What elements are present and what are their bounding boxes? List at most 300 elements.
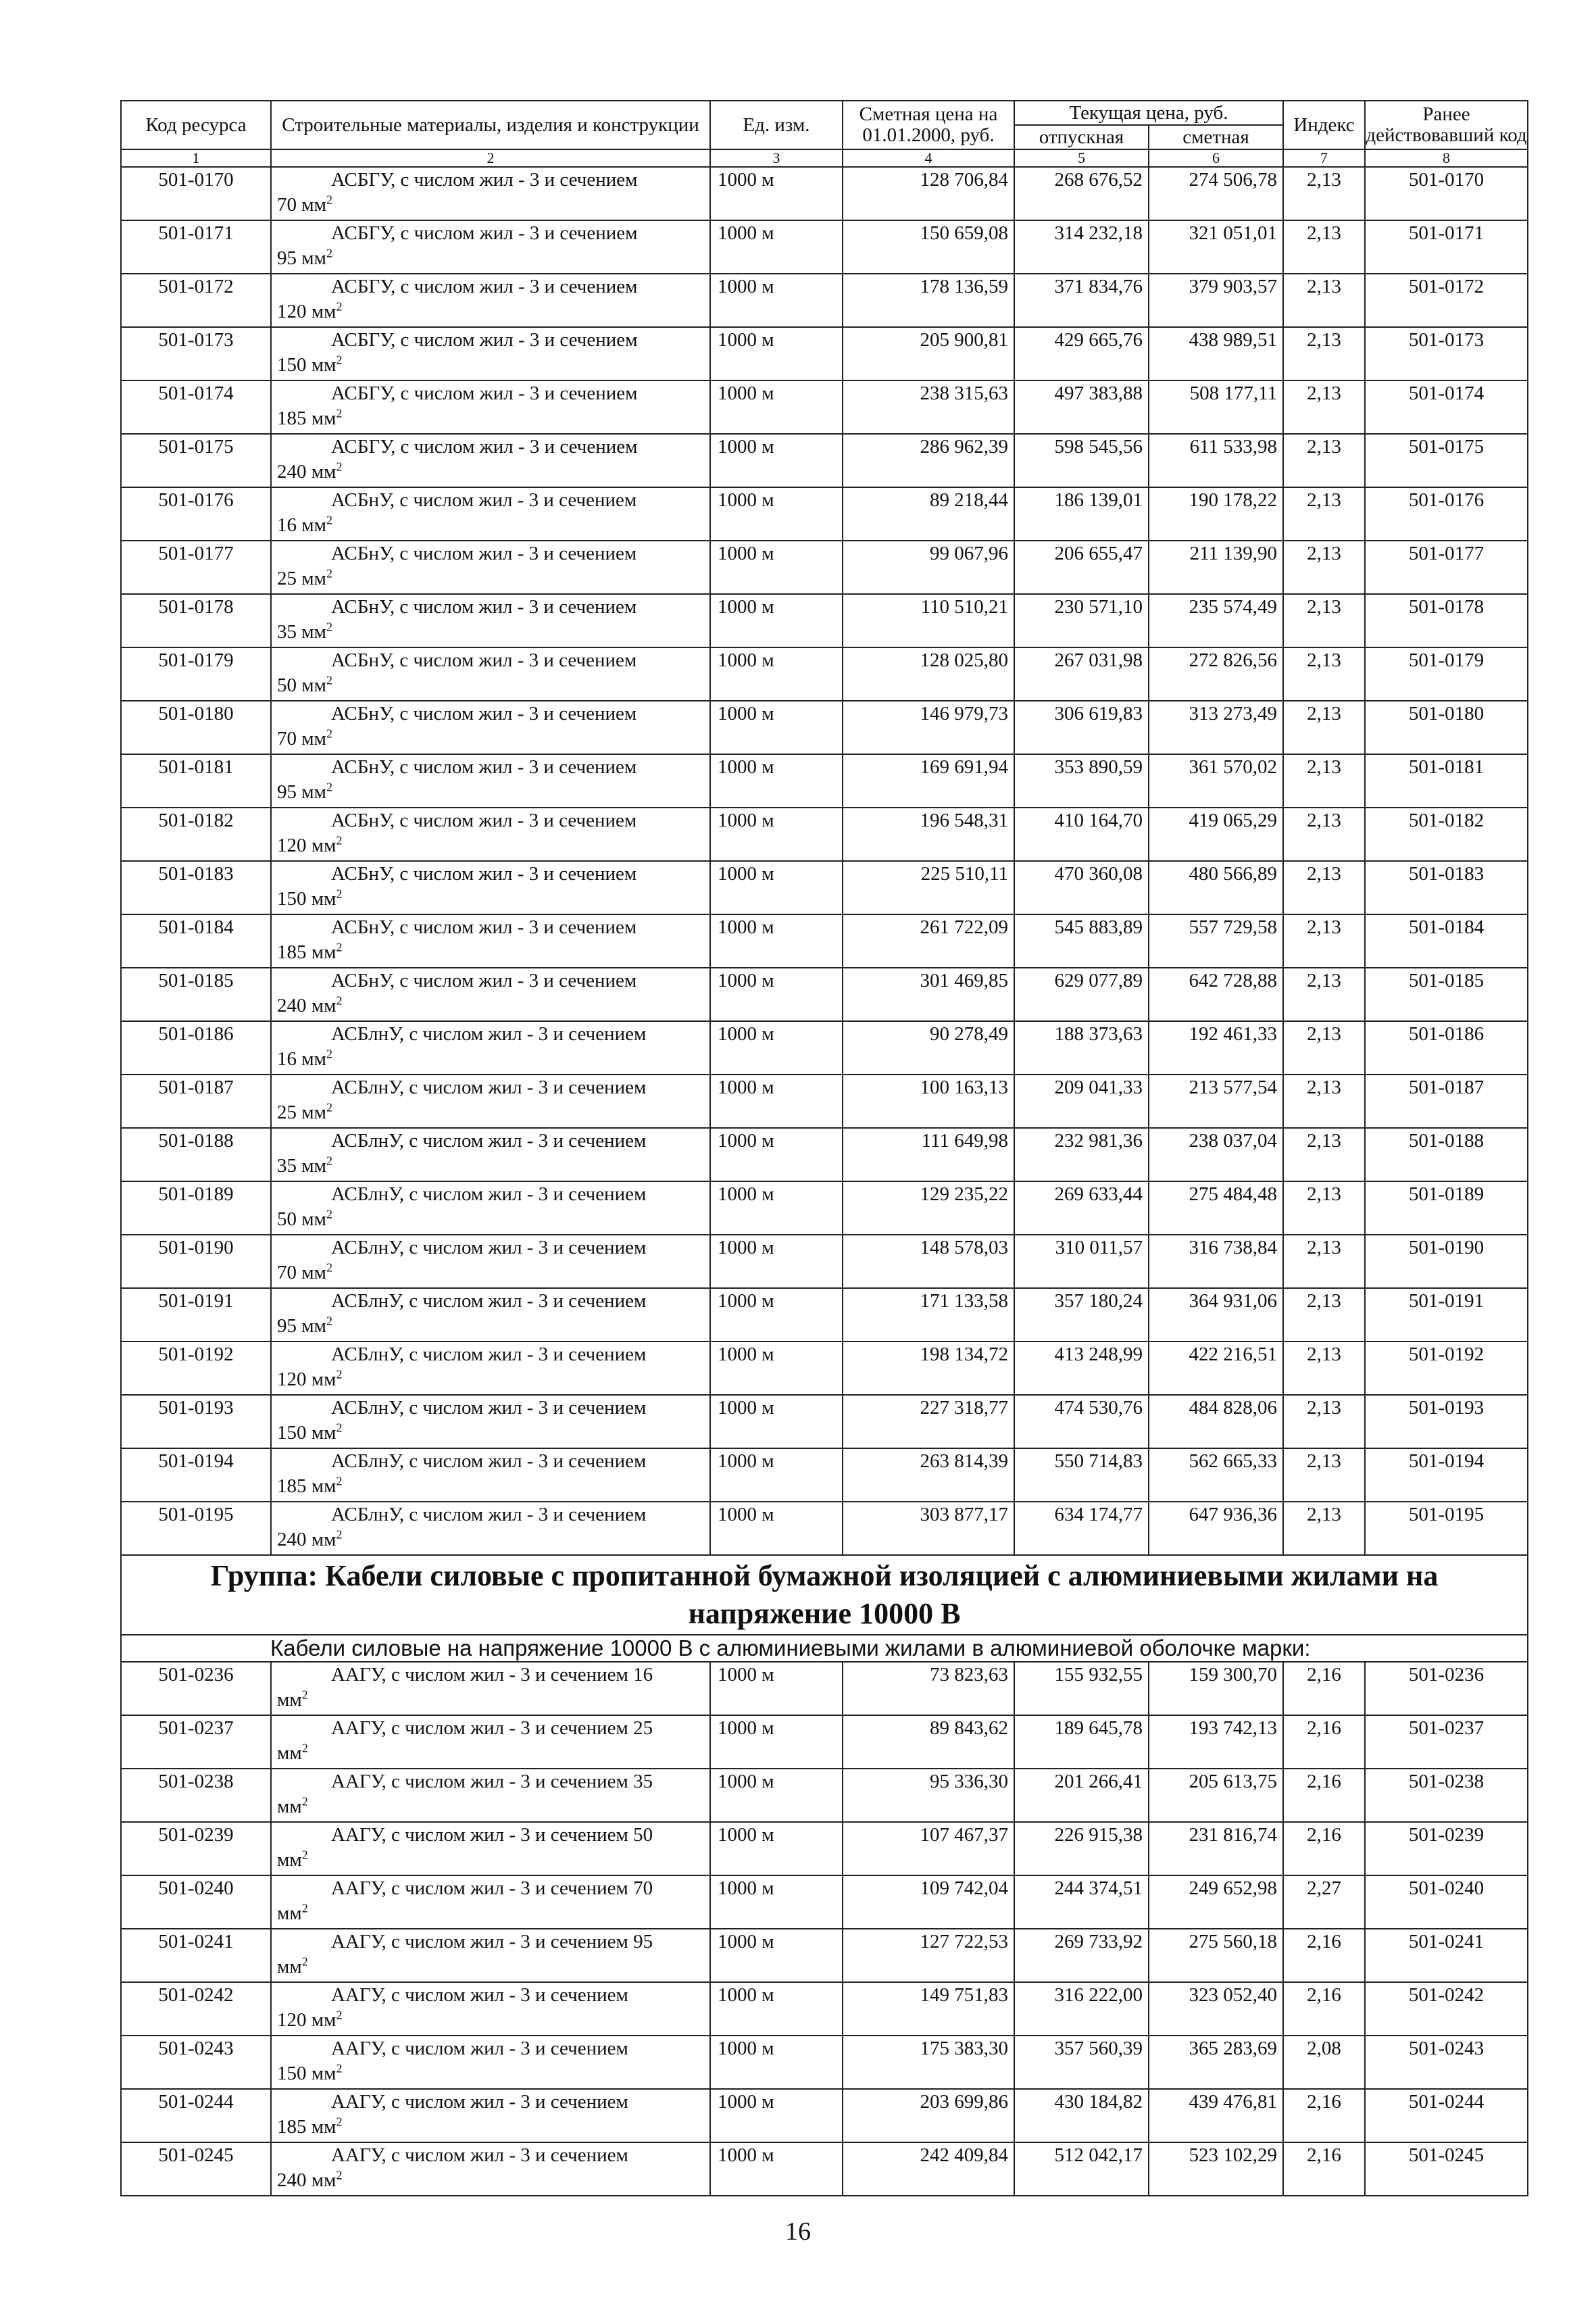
table-row [121,968,1528,1021]
material-name [271,701,710,754]
price-index: 2,13 [1283,1181,1365,1235]
material-name [271,1662,710,1715]
price-index: 2,13 [1283,754,1365,808]
release-price: 206 655,47 [1014,541,1149,594]
resource-code: 501-0174 [121,380,271,434]
material-name-text: АСБГУ, с числом жил - 3 и сечением [331,276,638,297]
price-index: 2,13 [1283,594,1365,647]
squared-superscript: 2 [336,406,343,420]
cross-section-value: 240 мм [277,995,336,1016]
previous-code: 501-0170 [1365,167,1528,220]
unit: 1000 м [710,1395,843,1448]
material-name [271,1982,710,2036]
column-number: 8 [1365,149,1528,167]
squared-superscript: 2 [301,1741,308,1755]
release-price: 314 232,18 [1014,220,1149,274]
material-name [271,594,710,647]
price-index: 2,13 [1283,914,1365,968]
material-name [271,327,710,380]
cross-section [277,1954,709,1979]
squared-superscript: 2 [301,1901,308,1915]
cross-section [277,1047,709,1072]
release-price: 316 222,00 [1014,1982,1149,2036]
column-number-row [121,149,1528,167]
cross-section-value: 95 мм [277,1315,326,1337]
resource-code: 501-0178 [121,594,271,647]
cross-section [277,993,709,1018]
previous-code: 501-0242 [1365,1982,1528,2036]
squared-superscript: 2 [326,193,332,207]
material-name [271,220,710,274]
squared-superscript: 2 [336,299,343,314]
material-name-text: АСБГУ, с числом жил - 3 и сечением [331,383,638,404]
price-index: 2,13 [1283,487,1365,541]
estimate-price: 193 742,13 [1149,1715,1283,1769]
table-body-b [121,1662,1528,2196]
base-price: 148 578,03 [843,1235,1014,1288]
resource-code: 501-0191 [121,1288,271,1341]
table-row [121,647,1528,701]
subgroup-row [121,1635,1528,1662]
price-index: 2,08 [1283,2036,1365,2089]
price-index: 2,16 [1283,2142,1365,2196]
release-price: 269 633,44 [1014,1181,1149,1235]
material-name [271,1021,710,1075]
resource-code: 501-0188 [121,1128,271,1181]
material-name-text: АСБнУ, с числом жил - 3 и сечением [331,489,637,511]
release-price: 267 031,98 [1014,647,1149,701]
unit: 1000 м [710,1235,843,1288]
squared-superscript: 2 [326,727,332,741]
price-index: 2,13 [1283,1288,1365,1341]
release-price: 155 932,55 [1014,1662,1149,1715]
table-row [121,914,1528,968]
squared-superscript: 2 [336,993,343,1008]
unit: 1000 м [710,1982,843,2036]
resource-code: 501-0239 [121,1822,271,1875]
base-price: 107 467,37 [843,1822,1014,1875]
material-name [271,1822,710,1875]
cross-section [277,940,709,965]
group-section [121,1555,1528,1662]
material-name [271,434,710,487]
cross-section-value: 120 мм [277,1369,336,1390]
resource-code: 501-0190 [121,1235,271,1288]
previous-code: 501-0240 [1365,1875,1528,1929]
resource-code: 501-0237 [121,1715,271,1769]
squared-superscript: 2 [336,887,343,901]
material-name [271,1715,710,1769]
table-row [121,1929,1528,1982]
cross-section-value: 185 мм [277,2116,336,2138]
material-name-text: АСБнУ, с числом жил - 3 и сечением [331,970,637,991]
squared-superscript: 2 [326,673,332,687]
previous-code: 501-0179 [1365,647,1528,701]
resource-code: 501-0176 [121,487,271,541]
material-name-text: АСБлнУ, с числом жил - 3 и сечением [331,1023,647,1045]
base-price: 128 706,84 [843,167,1014,220]
material-name-text: АСБлнУ, с числом жил - 3 и сечением [331,1344,647,1365]
material-name [271,1769,710,1822]
table-row [121,808,1528,861]
price-index: 2,13 [1283,861,1365,914]
previous-code: 501-0191 [1365,1288,1528,1341]
unit: 1000 м [710,1288,843,1341]
resource-code: 501-0172 [121,274,271,327]
cross-section [277,1314,709,1339]
table-row [121,2142,1528,2196]
table-body-a [121,149,1528,1555]
base-price: 73 823,63 [843,1662,1014,1715]
cross-section-value: 185 мм [277,408,336,429]
estimate-price: 321 051,01 [1149,220,1283,274]
cross-section [277,1741,709,1766]
estimate-price: 272 826,56 [1149,647,1283,701]
estimate-price: 438 989,51 [1149,327,1283,380]
release-price: 201 266,41 [1014,1769,1149,1822]
release-price: 306 619,83 [1014,701,1149,754]
squared-superscript: 2 [326,1314,332,1328]
squared-superscript: 2 [326,246,332,260]
price-index: 2,16 [1283,1929,1365,1982]
resource-code: 501-0175 [121,434,271,487]
previous-code: 501-0177 [1365,541,1528,594]
release-price: 497 383,88 [1014,380,1149,434]
base-price: 175 383,30 [843,2036,1014,2089]
price-index: 2,13 [1283,701,1365,754]
unit: 1000 м [710,1181,843,1235]
squared-superscript: 2 [326,1207,332,1221]
header-release-price: отпускная [1014,125,1149,149]
resource-code: 501-0173 [121,327,271,380]
base-price: 286 962,39 [843,434,1014,487]
release-price: 186 139,01 [1014,487,1149,541]
squared-superscript: 2 [336,1527,343,1542]
material-name-text: ААГУ, с числом жил - 3 и сечением 50 [331,1824,653,1846]
base-price: 146 979,73 [843,701,1014,754]
material-name [271,380,710,434]
unit: 1000 м [710,1075,843,1128]
release-price: 310 011,57 [1014,1235,1149,1288]
table-row [121,1715,1528,1769]
price-index: 2,13 [1283,647,1365,701]
cross-section [277,620,709,645]
material-name [271,1341,710,1395]
cross-section-value: 25 мм [277,1102,326,1123]
release-price: 230 571,10 [1014,594,1149,647]
cross-section-value: 185 мм [277,1475,336,1497]
table-row [121,754,1528,808]
base-price: 99 067,96 [843,541,1014,594]
material-name [271,968,710,1021]
estimate-price: 231 816,74 [1149,1822,1283,1875]
table-row [121,1875,1528,1929]
material-name-text: АСБлнУ, с числом жил - 3 и сечением [331,1237,647,1258]
price-index: 2,16 [1283,1769,1365,1822]
cross-section [277,299,709,324]
group-title-line1: Группа: Кабели силовые с пропитанной бумажной изоляцией с алюминиевыми жилами на [210,1559,1439,1592]
base-price: 150 659,08 [843,220,1014,274]
base-price: 301 469,85 [843,968,1014,1021]
release-price: 226 915,38 [1014,1822,1149,1875]
resource-code: 501-0170 [121,167,271,220]
resource-code: 501-0195 [121,1502,271,1555]
column-number: 2 [271,149,710,167]
table-row [121,1662,1528,1715]
cross-section [277,833,709,858]
cross-section-value: мм [277,1689,302,1710]
cross-section [277,1848,709,1873]
table-row [121,1128,1528,1181]
base-price: 227 318,77 [843,1395,1014,1448]
previous-code: 501-0245 [1365,2142,1528,2196]
cross-section-value: мм [277,1796,302,1817]
unit: 1000 м [710,1128,843,1181]
cross-section-value: 240 мм [277,1529,336,1550]
base-price: 205 900,81 [843,327,1014,380]
price-index: 2,13 [1283,380,1365,434]
unit: 1000 м [710,2142,843,2196]
base-price: 129 235,22 [843,1181,1014,1235]
cross-section-value: 70 мм [277,728,326,749]
subgroup-title: Кабели силовые на напряжение 10000 В с алюминиевыми жилами в алюминиевой оболочке марки: [121,1635,1528,1662]
table-row [121,1448,1528,1502]
price-index: 2,13 [1283,1448,1365,1502]
resource-code: 501-0171 [121,220,271,274]
table-row [121,487,1528,541]
estimate-price: 205 613,75 [1149,1769,1283,1822]
release-price: 470 360,08 [1014,861,1149,914]
material-name-text: АСБнУ, с числом жил - 3 и сечением [331,756,637,778]
resource-code: 501-0240 [121,1875,271,1929]
unit: 1000 м [710,2089,843,2142]
squared-superscript: 2 [326,566,332,581]
release-price: 189 645,78 [1014,1715,1149,1769]
material-name [271,2036,710,2089]
material-name [271,861,710,914]
cross-section-value: 70 мм [277,194,326,216]
table-row [121,1021,1528,1075]
previous-code: 501-0236 [1365,1662,1528,1715]
estimate-price: 361 570,02 [1149,754,1283,808]
table-row [121,594,1528,647]
base-price: 128 025,80 [843,647,1014,701]
price-table-sheet [120,100,1527,2196]
header-unit: Ед. изм. [710,101,843,149]
base-price: 169 691,94 [843,754,1014,808]
previous-code: 501-0180 [1365,701,1528,754]
base-price: 263 814,39 [843,1448,1014,1502]
cross-section [277,460,709,485]
cross-section [277,2115,709,2140]
price-index: 2,13 [1283,220,1365,274]
cross-section-value: 150 мм [277,888,336,910]
resource-code: 501-0182 [121,808,271,861]
squared-superscript: 2 [326,780,332,794]
table-row [121,380,1528,434]
resource-code: 501-0177 [121,541,271,594]
material-name-text: АСБГУ, с числом жил - 3 и сечением [331,436,638,458]
unit: 1000 м [710,1341,843,1395]
cross-section-value: 240 мм [277,461,336,483]
squared-superscript: 2 [326,513,332,527]
previous-code: 501-0194 [1365,1448,1528,1502]
release-price: 371 834,76 [1014,274,1149,327]
base-price: 100 163,13 [843,1075,1014,1128]
unit: 1000 м [710,327,843,380]
previous-code: 501-0187 [1365,1075,1528,1128]
material-name-text: АСБГУ, с числом жил - 3 и сечением [331,222,638,244]
estimate-price: 238 037,04 [1149,1128,1283,1181]
material-name [271,1395,710,1448]
resource-code: 501-0187 [121,1075,271,1128]
base-price: 110 510,21 [843,594,1014,647]
table-row [121,1341,1528,1395]
previous-code: 501-0176 [1365,487,1528,541]
release-price: 268 676,52 [1014,167,1149,220]
material-name-text: АСБнУ, с числом жил - 3 и сечением [331,649,637,671]
unit: 1000 м [710,541,843,594]
cross-section-value: 240 мм [277,2169,336,2191]
unit: 1000 м [710,220,843,274]
base-price: 109 742,04 [843,1875,1014,1929]
unit: 1000 м [710,808,843,861]
estimate-price: 316 738,84 [1149,1235,1283,1288]
estimate-price: 190 178,22 [1149,487,1283,541]
release-price: 545 883,89 [1014,914,1149,968]
previous-code: 501-0181 [1365,754,1528,808]
unit: 1000 м [710,754,843,808]
price-index: 2,13 [1283,808,1365,861]
previous-code: 501-0241 [1365,1929,1528,1982]
cross-section [277,1688,709,1713]
price-index: 2,13 [1283,1021,1365,1075]
previous-code: 501-0182 [1365,808,1528,861]
table-row [121,1769,1528,1822]
estimate-price: 249 652,98 [1149,1875,1283,1929]
previous-code: 501-0178 [1365,594,1528,647]
estimate-price: 557 729,58 [1149,914,1283,968]
resource-code: 501-0183 [121,861,271,914]
estimate-price: 365 283,69 [1149,2036,1283,2089]
material-name-text: ААГУ, с числом жил - 3 и сечением [331,1984,628,2006]
material-name-text: АСБнУ, с числом жил - 3 и сечением [331,916,637,938]
cross-section [277,780,709,805]
material-name [271,1128,710,1181]
estimate-price: 159 300,70 [1149,1662,1283,1715]
table-row [121,327,1528,380]
material-name-text: ААГУ, с числом жил - 3 и сечением 25 [331,1717,653,1739]
estimate-price: 611 533,98 [1149,434,1283,487]
release-price: 357 180,24 [1014,1288,1149,1341]
material-name-text: АСБнУ, с числом жил - 3 и сечением [331,596,637,618]
cross-section-value: 50 мм [277,674,326,696]
column-number: 6 [1149,149,1283,167]
material-name-text: ААГУ, с числом жил - 3 и сечением 95 [331,1931,653,1952]
cross-section-value: 150 мм [277,2063,336,2084]
column-number: 4 [843,149,1014,167]
previous-code: 501-0186 [1365,1021,1528,1075]
table-row [121,1288,1528,1341]
base-price: 198 134,72 [843,1341,1014,1395]
estimate-price: 275 484,48 [1149,1181,1283,1235]
release-price: 413 248,99 [1014,1341,1149,1395]
cross-section [277,727,709,752]
unit: 1000 м [710,968,843,1021]
squared-superscript: 2 [336,833,343,847]
cross-section-value: 120 мм [277,835,336,856]
cross-section [277,1421,709,1446]
cross-section [277,2008,709,2033]
material-name [271,1448,710,1502]
previous-code: 501-0175 [1365,434,1528,487]
cross-section-value: мм [277,1849,302,1871]
cross-section-value: 25 мм [277,568,326,589]
unit: 1000 м [710,1448,843,1502]
material-name [271,167,710,220]
table-row [121,274,1528,327]
unit: 1000 м [710,1769,843,1822]
cross-section-value: 16 мм [277,1048,326,1070]
header-index: Индекс [1283,101,1365,149]
material-name-text: ААГУ, с числом жил - 3 и сечением [331,2038,628,2059]
cross-section-value: 150 мм [277,1422,336,1444]
estimate-price: 213 577,54 [1149,1075,1283,1128]
resource-code: 501-0185 [121,968,271,1021]
unit: 1000 м [710,1822,843,1875]
price-index: 2,13 [1283,1235,1365,1288]
squared-superscript: 2 [301,1848,308,1862]
resource-code: 501-0242 [121,1982,271,2036]
release-price: 512 042,17 [1014,2142,1149,2196]
release-price: 429 665,76 [1014,327,1149,380]
price-index: 2,13 [1283,1341,1365,1395]
base-price: 261 722,09 [843,914,1014,968]
table-row [121,167,1528,220]
material-name-text: ААГУ, с числом жил - 3 и сечением [331,2091,628,2113]
table-row [121,1822,1528,1875]
release-price: 474 530,76 [1014,1395,1149,1448]
base-price: 242 409,84 [843,2142,1014,2196]
previous-code: 501-0195 [1365,1502,1528,1555]
unit: 1000 м [710,1662,843,1715]
estimate-price: 275 560,18 [1149,1929,1283,1982]
cross-section [277,2168,709,2193]
price-index: 2,16 [1283,1662,1365,1715]
release-price: 188 373,63 [1014,1021,1149,1075]
cross-section [277,513,709,538]
unit: 1000 м [710,167,843,220]
resource-code: 501-0243 [121,2036,271,2089]
estimate-price: 323 052,40 [1149,1982,1283,2036]
price-index: 2,13 [1283,1075,1365,1128]
price-index: 2,13 [1283,327,1365,380]
previous-code: 501-0172 [1365,274,1528,327]
cross-section [277,673,709,698]
base-price: 178 136,59 [843,274,1014,327]
cross-section-value: 150 мм [277,354,336,376]
table-row [121,861,1528,914]
estimate-price: 647 936,36 [1149,1502,1283,1555]
price-index: 2,16 [1283,1715,1365,1769]
material-name-text: ААГУ, с числом жил - 3 и сечением 35 [331,1771,653,1792]
table-row [121,701,1528,754]
table-row [121,541,1528,594]
price-index: 2,13 [1283,968,1365,1021]
unit: 1000 м [710,701,843,754]
group-heading-row [121,1555,1528,1635]
estimate-price: 439 476,81 [1149,2089,1283,2142]
